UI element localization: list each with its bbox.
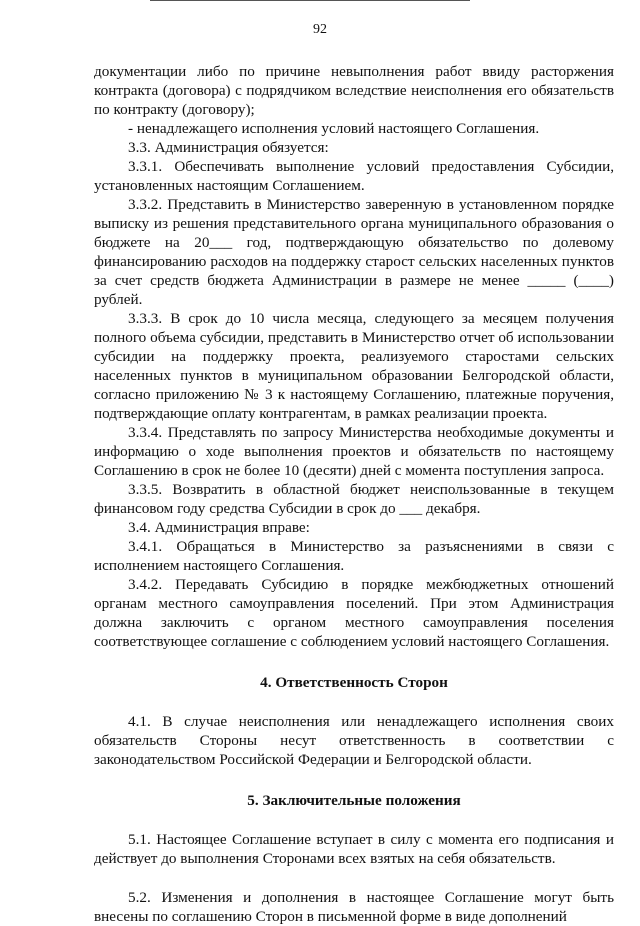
clause-5-1: 5.1. Настоящее Соглашение вступает в силу с момента его подписания и действует до выполнения Сторонами всех взятых на себя обязательств. (94, 831, 614, 867)
clause-3-3-3: 3.3.3. В срок до 10 числа месяца, следующего за месяцем получения полного объема субсидии, представить в Министерство отчет об использовании субсидии на поддержку проекта, реализуемого старостами сельских населенных пунктов в муниципальном образовании Белгородской области, согласно приложению № 3 к настоящему Соглашению, платежные поручения, подтверждающие оплату контрагентам, в рамках реализации проекта. (94, 310, 614, 422)
clause-4-1: 4.1. В случае неисполнения или ненадлежащего исполнения своих обязательств Стороны несут ответственность в соответствии с законодательством Российской Федерации и Белгородской области. (94, 713, 614, 768)
clause-3-3: 3.3. Администрация обязуется: (128, 139, 329, 156)
document-body (94, 62, 614, 926)
page-number: 92 (313, 22, 327, 37)
top-rule (150, 0, 470, 1)
section-5-heading: 5. Заключительные положения (247, 792, 461, 809)
clause-3-3-2: 3.3.2. Представить в Министерство заверенную в установленном порядке выписку из решения представительного органа муниципального образования о бюджете на 20___ год, подтверждающую обязательство по долевому финансированию расходов на поддержку старост сельских населенных пунктов за счет средств бюджета Администрации в размере не менее _____ (____) рублей. (94, 196, 614, 308)
clause-3-3-5: 3.3.5. Возвратить в областной бюджет неиспользованные в текущем финансовом году средства Субсидии в срок до ___ декабря. (94, 481, 614, 517)
section-4-heading: 4. Ответственность Сторон (260, 674, 448, 691)
clause-3-4-2: 3.4.2. Передавать Субсидию в порядке межбюджетных отношений органам местного самоуправления поселений. При этом Администрация должна заключить с органом местного самоуправления поселения соответствующее соглашение с соблюдением условий настоящего Соглашения. (94, 576, 614, 650)
clause-5-2: 5.2. Изменения и дополнения в настоящее Соглашение могут быть внесены по соглашению Сторон в письменной форме в виде дополнений (94, 889, 614, 925)
clause-3-4-1: 3.4.1. Обращаться в Министерство за разъяснениями в связи с исполнением настоящего Соглашения. (94, 538, 614, 574)
clause-3-3-1: 3.3.1. Обеспечивать выполнение условий предоставления Субсидии, установленных настоящим Соглашением. (94, 158, 614, 194)
paragraph-continuation: документации либо по причине невыполнения работ ввиду расторжения контракта (договора) с подрядчиком вследствие неисполнения его обязательств по контракту (договору); (94, 63, 614, 118)
list-item: - ненадлежащего исполнения условий настоящего Соглашения. (128, 120, 540, 137)
clause-3-4: 3.4. Администрация вправе: (128, 519, 310, 536)
clause-3-3-4: 3.3.4. Представлять по запросу Министерства необходимые документы и информацию о ходе выполнения проектов и обязательств по настоящему Соглашению в срок не более 10 (десяти) дней с момента поступления запроса. (94, 424, 614, 479)
